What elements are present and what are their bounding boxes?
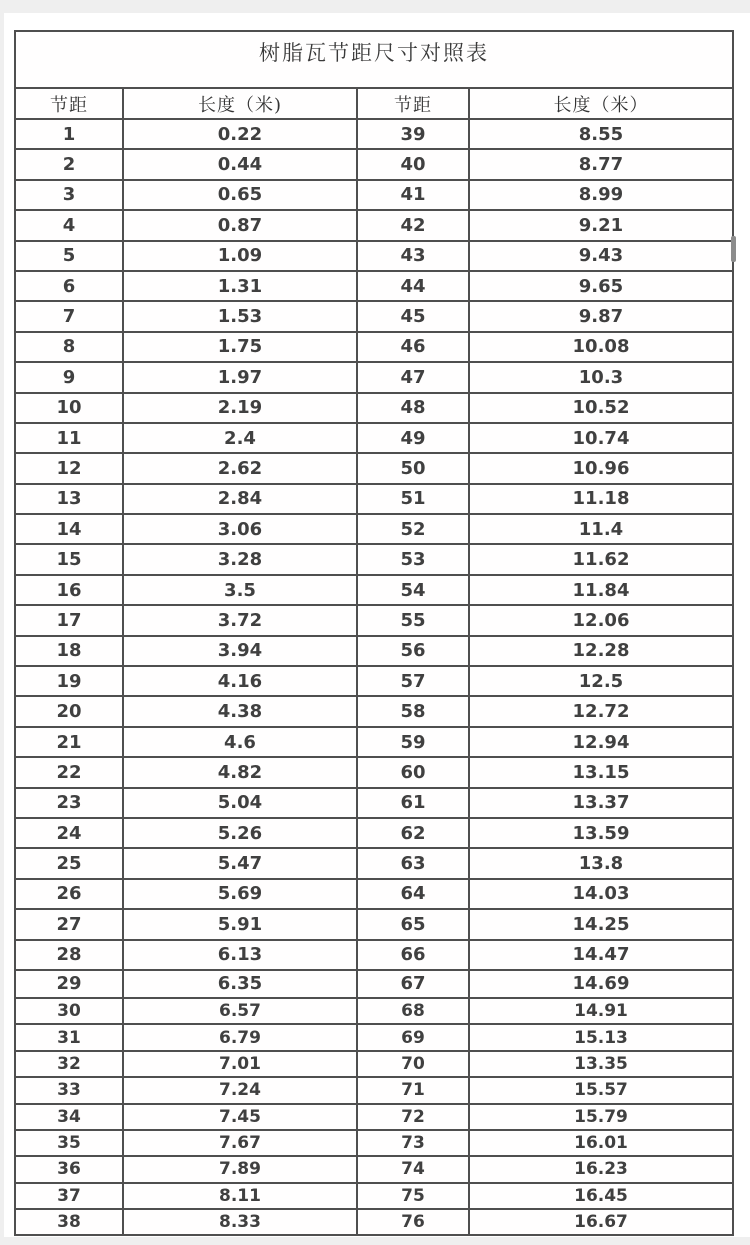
table-row — [15, 119, 733, 149]
table-row — [15, 453, 733, 483]
pitch-right-cell: 45 — [357, 301, 469, 331]
length-left-cell: 7.01 — [123, 1051, 357, 1077]
table-row — [15, 1130, 733, 1156]
table-row — [15, 332, 733, 362]
pitch-right-cell: 73 — [357, 1130, 469, 1156]
pitch-right-cell: 74 — [357, 1156, 469, 1182]
length-right-cell: 9.21 — [469, 210, 733, 240]
table-row — [15, 241, 733, 271]
table-row — [15, 1077, 733, 1103]
length-right-cell: 12.5 — [469, 666, 733, 696]
length-left-cell: 1.09 — [123, 241, 357, 271]
table-row — [15, 848, 733, 878]
pitch-right-cell: 64 — [357, 879, 469, 909]
length-right-cell: 13.8 — [469, 848, 733, 878]
pitch-left-cell: 20 — [15, 696, 123, 726]
pitch-right-cell: 58 — [357, 696, 469, 726]
pitch-right-cell: 39 — [357, 119, 469, 149]
length-left-cell: 2.62 — [123, 453, 357, 483]
length-right-cell: 11.62 — [469, 544, 733, 574]
pitch-left-cell: 32 — [15, 1051, 123, 1077]
pitch-right-cell: 47 — [357, 362, 469, 392]
table-row — [15, 180, 733, 210]
col-header-pitch-right: 节距 — [357, 88, 469, 119]
length-left-cell: 8.11 — [123, 1183, 357, 1209]
pitch-right-cell: 55 — [357, 605, 469, 635]
length-right-cell: 11.84 — [469, 575, 733, 605]
length-right-cell: 14.25 — [469, 909, 733, 939]
table-row — [15, 909, 733, 939]
length-left-cell: 0.22 — [123, 119, 357, 149]
pitch-left-cell: 14 — [15, 514, 123, 544]
pitch-right-cell: 63 — [357, 848, 469, 878]
pitch-left-cell: 15 — [15, 544, 123, 574]
table-row — [15, 514, 733, 544]
pitch-right-cell: 72 — [357, 1104, 469, 1130]
table-row — [15, 727, 733, 757]
pitch-right-cell: 42 — [357, 210, 469, 240]
length-right-cell: 14.69 — [469, 970, 733, 998]
length-left-cell: 6.13 — [123, 940, 357, 970]
page-title: 树脂瓦节距尺寸对照表 — [15, 31, 733, 88]
table-row — [15, 757, 733, 787]
length-left-cell: 8.33 — [123, 1209, 357, 1235]
table-row — [15, 636, 733, 666]
length-right-cell: 12.94 — [469, 727, 733, 757]
length-right-cell: 9.87 — [469, 301, 733, 331]
length-right-cell: 13.35 — [469, 1051, 733, 1077]
table-row — [15, 605, 733, 635]
length-right-cell: 8.99 — [469, 180, 733, 210]
length-right-cell: 14.03 — [469, 879, 733, 909]
length-left-cell: 1.31 — [123, 271, 357, 301]
pitch-left-cell: 23 — [15, 788, 123, 818]
table-row — [15, 393, 733, 423]
length-right-cell: 16.23 — [469, 1156, 733, 1182]
pitch-right-cell: 56 — [357, 636, 469, 666]
pitch-right-cell: 69 — [357, 1024, 469, 1050]
length-left-cell: 7.45 — [123, 1104, 357, 1130]
pitch-right-cell: 60 — [357, 757, 469, 787]
table-row — [15, 362, 733, 392]
pitch-left-cell: 11 — [15, 423, 123, 453]
pitch-right-cell: 50 — [357, 453, 469, 483]
table-row — [15, 970, 733, 998]
length-left-cell: 1.53 — [123, 301, 357, 331]
length-left-cell: 7.67 — [123, 1130, 357, 1156]
length-right-cell: 11.4 — [469, 514, 733, 544]
table-title-row — [15, 31, 733, 88]
pitch-right-cell: 40 — [357, 149, 469, 179]
length-left-cell: 4.82 — [123, 757, 357, 787]
pitch-right-cell: 41 — [357, 180, 469, 210]
length-right-cell: 10.74 — [469, 423, 733, 453]
table-row — [15, 423, 733, 453]
length-left-cell: 3.94 — [123, 636, 357, 666]
pitch-left-cell: 36 — [15, 1156, 123, 1182]
length-left-cell: 1.97 — [123, 362, 357, 392]
pitch-left-cell: 26 — [15, 879, 123, 909]
length-right-cell: 8.55 — [469, 119, 733, 149]
col-header-length-left: 长度（米) — [123, 88, 357, 119]
pitch-right-cell: 59 — [357, 727, 469, 757]
pitch-left-cell: 6 — [15, 271, 123, 301]
length-right-cell: 12.28 — [469, 636, 733, 666]
length-left-cell: 2.84 — [123, 484, 357, 514]
pitch-left-cell: 30 — [15, 998, 123, 1024]
pitch-right-cell: 67 — [357, 970, 469, 998]
length-left-cell: 3.72 — [123, 605, 357, 635]
pitch-left-cell: 2 — [15, 149, 123, 179]
table-row — [15, 818, 733, 848]
table-row — [15, 484, 733, 514]
length-left-cell: 5.26 — [123, 818, 357, 848]
pitch-left-cell: 13 — [15, 484, 123, 514]
length-right-cell: 12.72 — [469, 696, 733, 726]
length-left-cell: 1.75 — [123, 332, 357, 362]
length-right-cell: 9.65 — [469, 271, 733, 301]
length-left-cell: 2.4 — [123, 423, 357, 453]
length-left-cell: 6.35 — [123, 970, 357, 998]
length-right-cell: 16.67 — [469, 1209, 733, 1235]
pitch-right-cell: 52 — [357, 514, 469, 544]
pitch-right-cell: 62 — [357, 818, 469, 848]
length-right-cell: 15.13 — [469, 1024, 733, 1050]
pitch-right-cell: 54 — [357, 575, 469, 605]
length-right-cell: 13.59 — [469, 818, 733, 848]
table-row — [15, 940, 733, 970]
pitch-right-cell: 65 — [357, 909, 469, 939]
pitch-left-cell: 24 — [15, 818, 123, 848]
length-left-cell: 4.6 — [123, 727, 357, 757]
pitch-left-cell: 1 — [15, 119, 123, 149]
table-row — [15, 1183, 733, 1209]
length-right-cell: 15.57 — [469, 1077, 733, 1103]
length-left-cell: 3.28 — [123, 544, 357, 574]
col-header-pitch-left: 节距 — [15, 88, 123, 119]
length-left-cell: 5.04 — [123, 788, 357, 818]
length-right-cell: 13.15 — [469, 757, 733, 787]
pitch-left-cell: 9 — [15, 362, 123, 392]
pitch-left-cell: 10 — [15, 393, 123, 423]
pitch-right-cell: 70 — [357, 1051, 469, 1077]
length-left-cell: 5.47 — [123, 848, 357, 878]
pitch-left-cell: 25 — [15, 848, 123, 878]
table-row — [15, 210, 733, 240]
pitch-left-cell: 16 — [15, 575, 123, 605]
table-header-row — [15, 88, 733, 119]
pitch-left-cell: 12 — [15, 453, 123, 483]
pitch-right-cell: 57 — [357, 666, 469, 696]
pitch-left-cell: 35 — [15, 1130, 123, 1156]
table-row — [15, 998, 733, 1024]
pitch-right-cell: 76 — [357, 1209, 469, 1235]
pitch-right-cell: 46 — [357, 332, 469, 362]
length-right-cell: 14.47 — [469, 940, 733, 970]
length-right-cell: 12.06 — [469, 605, 733, 635]
length-right-cell: 16.45 — [469, 1183, 733, 1209]
pitch-right-cell: 75 — [357, 1183, 469, 1209]
table-row — [15, 575, 733, 605]
table-row — [15, 1156, 733, 1182]
pitch-left-cell: 22 — [15, 757, 123, 787]
length-left-cell: 6.57 — [123, 998, 357, 1024]
length-right-cell: 14.91 — [469, 998, 733, 1024]
table-row — [15, 271, 733, 301]
table-row — [15, 666, 733, 696]
scrollbar-thumb[interactable] — [731, 236, 736, 262]
pitch-right-cell: 53 — [357, 544, 469, 574]
length-left-cell: 7.89 — [123, 1156, 357, 1182]
table-row — [15, 696, 733, 726]
table-row — [15, 1209, 733, 1235]
table-row — [15, 149, 733, 179]
col-header-length-right: 长度（米） — [469, 88, 733, 119]
length-right-cell: 10.08 — [469, 332, 733, 362]
table-row — [15, 544, 733, 574]
pitch-right-cell: 49 — [357, 423, 469, 453]
length-left-cell: 2.19 — [123, 393, 357, 423]
length-left-cell: 5.91 — [123, 909, 357, 939]
length-left-cell: 0.87 — [123, 210, 357, 240]
length-right-cell: 16.01 — [469, 1130, 733, 1156]
length-left-cell: 0.44 — [123, 149, 357, 179]
pitch-right-cell: 61 — [357, 788, 469, 818]
pitch-size-table — [14, 30, 734, 1236]
pitch-left-cell: 19 — [15, 666, 123, 696]
pitch-left-cell: 34 — [15, 1104, 123, 1130]
length-left-cell: 6.79 — [123, 1024, 357, 1050]
pitch-right-cell: 68 — [357, 998, 469, 1024]
pitch-left-cell: 5 — [15, 241, 123, 271]
pitch-left-cell: 17 — [15, 605, 123, 635]
pitch-right-cell: 43 — [357, 241, 469, 271]
pitch-left-cell: 7 — [15, 301, 123, 331]
table-row — [15, 1104, 733, 1130]
pitch-left-cell: 38 — [15, 1209, 123, 1235]
length-left-cell: 3.5 — [123, 575, 357, 605]
pitch-right-cell: 44 — [357, 271, 469, 301]
length-right-cell: 10.52 — [469, 393, 733, 423]
table-row — [15, 788, 733, 818]
length-right-cell: 11.18 — [469, 484, 733, 514]
pitch-left-cell: 29 — [15, 970, 123, 998]
pitch-right-cell: 51 — [357, 484, 469, 514]
pitch-right-cell: 71 — [357, 1077, 469, 1103]
table-row — [15, 1024, 733, 1050]
length-left-cell: 5.69 — [123, 879, 357, 909]
pitch-left-cell: 21 — [15, 727, 123, 757]
table-row — [15, 301, 733, 331]
pitch-left-cell: 3 — [15, 180, 123, 210]
length-left-cell: 4.38 — [123, 696, 357, 726]
length-right-cell: 15.79 — [469, 1104, 733, 1130]
pitch-left-cell: 37 — [15, 1183, 123, 1209]
length-left-cell: 0.65 — [123, 180, 357, 210]
pitch-left-cell: 31 — [15, 1024, 123, 1050]
pitch-right-cell: 66 — [357, 940, 469, 970]
length-right-cell: 8.77 — [469, 149, 733, 179]
length-left-cell: 4.16 — [123, 666, 357, 696]
length-right-cell: 10.3 — [469, 362, 733, 392]
pitch-right-cell: 48 — [357, 393, 469, 423]
pitch-left-cell: 4 — [15, 210, 123, 240]
pitch-left-cell: 28 — [15, 940, 123, 970]
pitch-left-cell: 8 — [15, 332, 123, 362]
pitch-left-cell: 27 — [15, 909, 123, 939]
pitch-left-cell: 33 — [15, 1077, 123, 1103]
table-row — [15, 879, 733, 909]
length-right-cell: 9.43 — [469, 241, 733, 271]
length-right-cell: 10.96 — [469, 453, 733, 483]
pitch-left-cell: 18 — [15, 636, 123, 666]
length-left-cell: 3.06 — [123, 514, 357, 544]
length-right-cell: 13.37 — [469, 788, 733, 818]
table-row — [15, 1051, 733, 1077]
length-left-cell: 7.24 — [123, 1077, 357, 1103]
